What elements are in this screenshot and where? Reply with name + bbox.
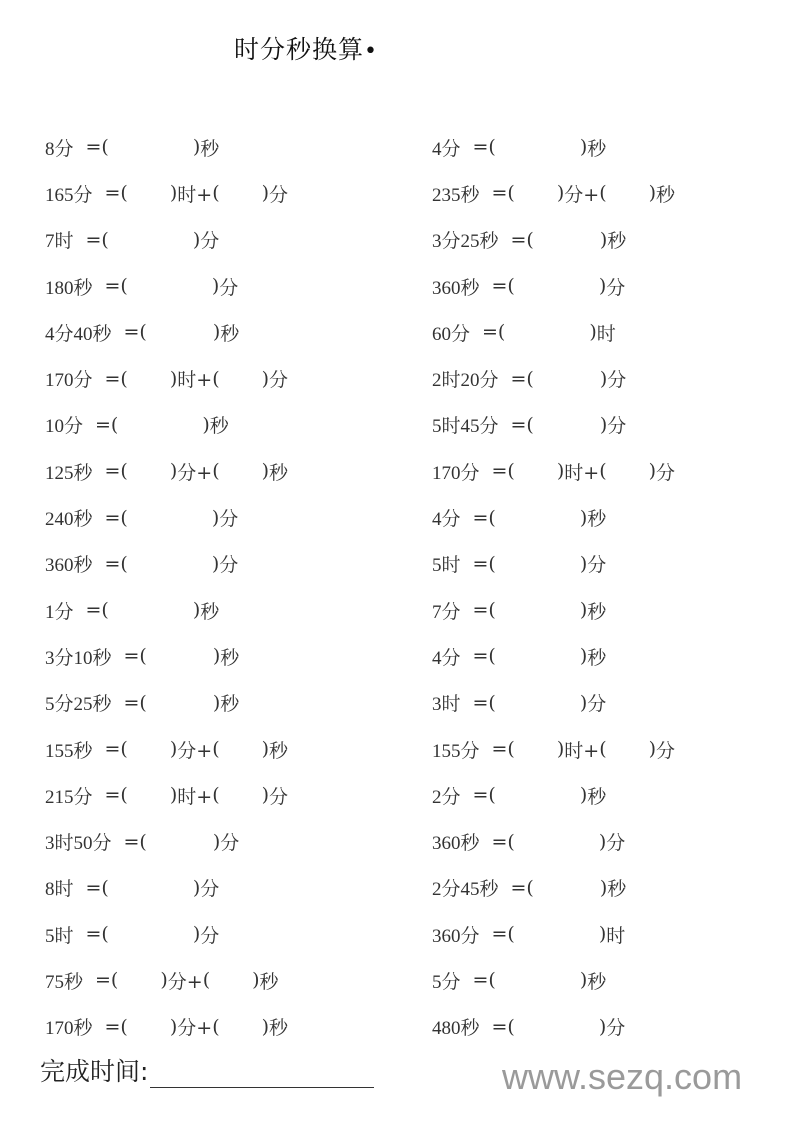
answer-unit: 秒 xyxy=(220,646,240,669)
answer-unit: 分+ xyxy=(177,461,213,484)
equals-open-paren: =( xyxy=(510,367,534,390)
problem-quantity: 215分 xyxy=(45,786,93,808)
problem-row xyxy=(45,170,288,216)
problem-quantity: 170秒 xyxy=(45,1018,93,1040)
answer-unit: 秒 xyxy=(587,600,607,623)
answer-unit: 秒 xyxy=(587,508,607,531)
completion-time-field xyxy=(40,1052,374,1088)
equals-open-paren: =( xyxy=(104,460,128,483)
problem-row xyxy=(45,217,288,263)
completion-time-label: 完成时间: xyxy=(40,1057,149,1086)
problem-quantity: 3时 xyxy=(432,694,461,716)
problem-quantity: 8时 xyxy=(45,879,74,901)
problem-row xyxy=(432,911,675,957)
answer-unit: 分 xyxy=(200,924,220,947)
close-paren: ) xyxy=(261,367,270,390)
problem-quantity: 480秒 xyxy=(432,1018,480,1040)
problem-quantity: 240秒 xyxy=(45,509,93,531)
answer-unit: 时+ xyxy=(564,739,600,762)
problem-row xyxy=(45,587,288,633)
answer-unit: 秒 xyxy=(587,137,607,160)
close-paren: ) xyxy=(599,876,608,899)
close-paren: ) xyxy=(212,830,221,853)
close-paren: ) xyxy=(169,1015,178,1038)
close-paren: ) xyxy=(556,738,565,760)
equals-open-paren: =( xyxy=(472,691,496,714)
open-paren: ( xyxy=(599,738,607,760)
problem-row xyxy=(432,263,675,309)
completion-time-blank[interactable] xyxy=(150,1061,374,1088)
answer-unit: 分 xyxy=(587,554,607,577)
equals-open-paren: =( xyxy=(472,506,496,529)
answer-unit: 分 xyxy=(219,276,239,299)
problem-quantity: 4分 xyxy=(432,509,461,531)
answer-unit: 秒 xyxy=(587,646,607,669)
problem-quantity: 5时 xyxy=(45,925,74,947)
equals-open-paren: =( xyxy=(472,969,496,992)
answer-unit: 分 xyxy=(606,832,626,855)
problem-row xyxy=(432,865,675,911)
equals-open-paren: =( xyxy=(104,275,128,298)
close-paren: ) xyxy=(192,923,201,946)
problem-row xyxy=(45,402,288,448)
problem-quantity: 5时45分 xyxy=(432,416,499,438)
problem-quantity: 4分 xyxy=(432,138,461,160)
open-paren: ( xyxy=(599,182,607,205)
problem-quantity: 3时50分 xyxy=(45,833,112,855)
problem-quantity: 60分 xyxy=(432,323,471,345)
problem-row xyxy=(432,726,675,772)
equals-open-paren: =( xyxy=(85,136,109,159)
close-paren: ) xyxy=(169,784,178,807)
problem-quantity: 2分45秒 xyxy=(432,879,499,901)
answer-unit: 分 xyxy=(656,739,676,762)
close-paren: ) xyxy=(598,923,607,946)
close-paren: ) xyxy=(579,136,588,159)
problem-row xyxy=(45,494,288,540)
equals-open-paren: =( xyxy=(491,738,515,760)
close-paren: ) xyxy=(192,228,201,251)
problem-quantity: 7时 xyxy=(45,231,74,253)
open-paren: ( xyxy=(212,182,220,205)
equals-open-paren: =( xyxy=(95,969,119,992)
problem-quantity: 170分 xyxy=(432,462,480,484)
problem-quantity: 4分 xyxy=(432,647,461,669)
open-paren: ( xyxy=(599,460,607,483)
equals-open-paren: =( xyxy=(123,691,147,714)
problem-quantity: 8分 xyxy=(45,138,74,160)
close-paren: ) xyxy=(579,784,588,807)
problem-row xyxy=(45,355,288,401)
problem-row xyxy=(45,448,288,494)
close-paren: ) xyxy=(579,645,588,668)
answer-unit: 时 xyxy=(606,924,626,947)
answer-unit: 分 xyxy=(656,461,676,484)
problem-quantity: 360分 xyxy=(432,925,480,947)
answer-unit: 秒 xyxy=(587,785,607,808)
equals-open-paren: =( xyxy=(491,182,515,205)
problem-quantity: 1分 xyxy=(45,601,74,623)
equals-open-paren: =( xyxy=(491,923,515,946)
problem-row xyxy=(45,633,288,679)
answer-unit: 秒 xyxy=(607,878,627,901)
problem-row xyxy=(45,957,288,1003)
problem-row xyxy=(432,680,675,726)
equals-open-paren: =( xyxy=(104,506,128,529)
close-paren: ) xyxy=(169,460,178,483)
answer-unit: 分 xyxy=(200,878,220,901)
problem-row xyxy=(432,494,675,540)
problem-row xyxy=(45,865,288,911)
problem-quantity: 4分40秒 xyxy=(45,323,112,345)
site-watermark: www.sezq.com xyxy=(502,1056,743,1097)
equals-open-paren: =( xyxy=(85,923,109,946)
equals-open-paren: =( xyxy=(472,784,496,807)
answer-unit: 秒 xyxy=(269,461,289,484)
open-paren: ( xyxy=(212,367,220,390)
answer-unit: 秒 xyxy=(656,183,676,206)
answer-unit: 秒 xyxy=(220,322,240,345)
answer-unit: 秒 xyxy=(269,739,289,762)
answer-unit: 秒 xyxy=(200,137,220,160)
equals-open-paren: =( xyxy=(85,228,109,251)
equals-open-paren: =( xyxy=(95,413,119,436)
equals-open-paren: =( xyxy=(104,367,128,390)
close-paren: ) xyxy=(598,830,607,853)
close-paren: ) xyxy=(579,552,588,575)
problem-quantity: 235秒 xyxy=(432,184,480,206)
close-paren: ) xyxy=(556,182,565,205)
close-paren: ) xyxy=(169,182,178,205)
equals-open-paren: =( xyxy=(472,136,496,159)
problem-quantity: 125秒 xyxy=(45,462,93,484)
problem-row xyxy=(432,448,675,494)
equals-open-paren: =( xyxy=(85,599,109,622)
equals-open-paren: =( xyxy=(104,552,128,575)
left-problem-column xyxy=(45,124,288,1050)
right-problem-column xyxy=(432,124,675,1050)
open-paren: ( xyxy=(212,1015,220,1038)
equals-open-paren: =( xyxy=(491,830,515,853)
equals-open-paren: =( xyxy=(510,876,534,899)
problem-quantity: 2分 xyxy=(432,786,461,808)
answer-unit: 时+ xyxy=(564,461,600,484)
answer-unit: 秒 xyxy=(259,970,279,993)
problem-row xyxy=(45,726,288,772)
problem-row xyxy=(45,818,288,864)
answer-unit: 秒 xyxy=(200,600,220,623)
close-paren: ) xyxy=(556,460,565,483)
problem-quantity: 155秒 xyxy=(45,740,93,762)
close-paren: ) xyxy=(211,506,220,529)
close-paren: ) xyxy=(211,552,220,575)
close-paren: ) xyxy=(648,182,657,205)
equals-open-paren: =( xyxy=(104,738,128,760)
close-paren: ) xyxy=(598,275,607,298)
worksheet-title xyxy=(234,30,378,66)
close-paren: ) xyxy=(261,738,270,760)
close-paren: ) xyxy=(579,599,588,622)
open-paren: ( xyxy=(212,738,220,760)
answer-unit: 分 xyxy=(606,1017,626,1040)
equals-open-paren: =( xyxy=(104,1015,128,1038)
problem-row xyxy=(432,217,675,263)
equals-open-paren: =( xyxy=(123,645,147,668)
problem-row xyxy=(432,957,675,1003)
answer-unit: 时+ xyxy=(177,183,213,206)
problem-quantity: 165分 xyxy=(45,184,93,206)
problem-row xyxy=(432,541,675,587)
title-text: 时分秒换算 xyxy=(234,35,365,64)
problem-row xyxy=(45,541,288,587)
close-paren: ) xyxy=(212,321,221,344)
close-paren: ) xyxy=(579,969,588,992)
answer-unit: 分+ xyxy=(177,1017,213,1040)
equals-open-paren: =( xyxy=(491,275,515,298)
answer-unit: 秒 xyxy=(209,415,229,438)
answer-unit: 分 xyxy=(587,693,607,716)
problem-quantity: 5时 xyxy=(432,555,461,577)
problem-row xyxy=(45,309,288,355)
problem-row xyxy=(432,402,675,448)
problem-quantity: 360秒 xyxy=(432,833,480,855)
close-paren: ) xyxy=(252,969,260,992)
problem-quantity: 3分25秒 xyxy=(432,231,499,253)
answer-unit: 秒 xyxy=(607,230,627,253)
answer-unit: 时 xyxy=(596,322,616,345)
problem-row xyxy=(432,587,675,633)
close-paren: ) xyxy=(169,367,178,390)
problem-row xyxy=(45,680,288,726)
equals-open-paren: =( xyxy=(510,228,534,251)
close-paren: ) xyxy=(160,969,168,992)
equals-open-paren: =( xyxy=(472,599,496,622)
close-paren: ) xyxy=(599,367,608,390)
problem-quantity: 155分 xyxy=(432,740,480,762)
answer-unit: 时+ xyxy=(177,369,213,392)
equals-open-paren: =( xyxy=(85,876,109,899)
answer-unit: 分 xyxy=(220,832,240,855)
close-paren: ) xyxy=(211,275,220,298)
close-paren: ) xyxy=(192,876,201,899)
problem-quantity: 75秒 xyxy=(45,971,84,993)
answer-unit: 分 xyxy=(219,554,239,577)
problem-row xyxy=(45,124,288,170)
problem-row xyxy=(432,772,675,818)
answer-unit: 分 xyxy=(269,785,289,808)
equals-open-paren: =( xyxy=(491,1015,515,1038)
problem-row xyxy=(432,309,675,355)
problem-row xyxy=(432,124,675,170)
close-paren: ) xyxy=(192,599,201,622)
close-paren: ) xyxy=(261,784,270,807)
problem-quantity: 360秒 xyxy=(432,277,480,299)
answer-unit: 分 xyxy=(200,230,220,253)
problem-row xyxy=(432,170,675,216)
equals-open-paren: =( xyxy=(123,830,147,853)
answer-unit: 分+ xyxy=(177,739,213,762)
answer-unit: 分 xyxy=(269,369,289,392)
close-paren: ) xyxy=(202,413,210,436)
close-paren: ) xyxy=(579,691,588,714)
equals-open-paren: =( xyxy=(123,321,147,344)
problem-row xyxy=(45,263,288,309)
equals-open-paren: =( xyxy=(472,552,496,575)
close-paren: ) xyxy=(261,1015,270,1038)
answer-unit: 分 xyxy=(607,369,627,392)
close-paren: ) xyxy=(212,645,221,668)
problem-row xyxy=(432,633,675,679)
close-paren: ) xyxy=(648,738,657,760)
answer-unit: 秒 xyxy=(220,693,240,716)
problem-row xyxy=(45,1004,288,1050)
answer-unit: 分 xyxy=(269,183,289,206)
close-paren: ) xyxy=(599,413,608,436)
answer-unit: 分 xyxy=(607,415,627,438)
problem-quantity: 10分 xyxy=(45,416,84,438)
answer-unit: 时+ xyxy=(177,785,213,808)
problem-quantity: 180秒 xyxy=(45,277,93,299)
problem-row xyxy=(45,911,288,957)
equals-open-paren: =( xyxy=(482,321,506,344)
open-paren: ( xyxy=(212,460,220,483)
close-paren: ) xyxy=(261,460,270,483)
close-paren: ) xyxy=(212,691,221,714)
problem-quantity: 170分 xyxy=(45,370,93,392)
equals-open-paren: =( xyxy=(510,413,534,436)
problem-quantity: 2时20分 xyxy=(432,370,499,392)
problem-row xyxy=(45,772,288,818)
answer-unit: 分 xyxy=(219,508,239,531)
equals-open-paren: =( xyxy=(491,460,515,483)
problem-quantity: 5分25秒 xyxy=(45,694,112,716)
answer-unit: 分+ xyxy=(564,183,600,206)
answer-unit: 秒 xyxy=(269,1017,289,1040)
close-paren: ) xyxy=(169,738,178,760)
close-paren: ) xyxy=(589,321,597,344)
problem-row xyxy=(432,1004,675,1050)
problem-quantity: 360秒 xyxy=(45,555,93,577)
title-bullet: • xyxy=(364,39,378,64)
answer-unit: 分+ xyxy=(167,970,203,993)
open-paren: ( xyxy=(202,969,211,992)
close-paren: ) xyxy=(192,136,201,159)
close-paren: ) xyxy=(599,228,608,251)
problem-quantity: 7分 xyxy=(432,601,461,623)
problem-row xyxy=(432,355,675,401)
equals-open-paren: =( xyxy=(104,784,128,807)
close-paren: ) xyxy=(598,1015,607,1038)
problem-quantity: 3分10秒 xyxy=(45,647,112,669)
close-paren: ) xyxy=(648,460,657,483)
equals-open-paren: =( xyxy=(472,645,496,668)
problem-quantity: 5分 xyxy=(432,971,461,993)
answer-unit: 分 xyxy=(606,276,626,299)
problem-row xyxy=(432,818,675,864)
equals-open-paren: =( xyxy=(104,182,128,205)
answer-unit: 秒 xyxy=(587,970,607,993)
close-paren: ) xyxy=(579,506,588,529)
open-paren: ( xyxy=(212,784,220,807)
close-paren: ) xyxy=(261,182,270,205)
